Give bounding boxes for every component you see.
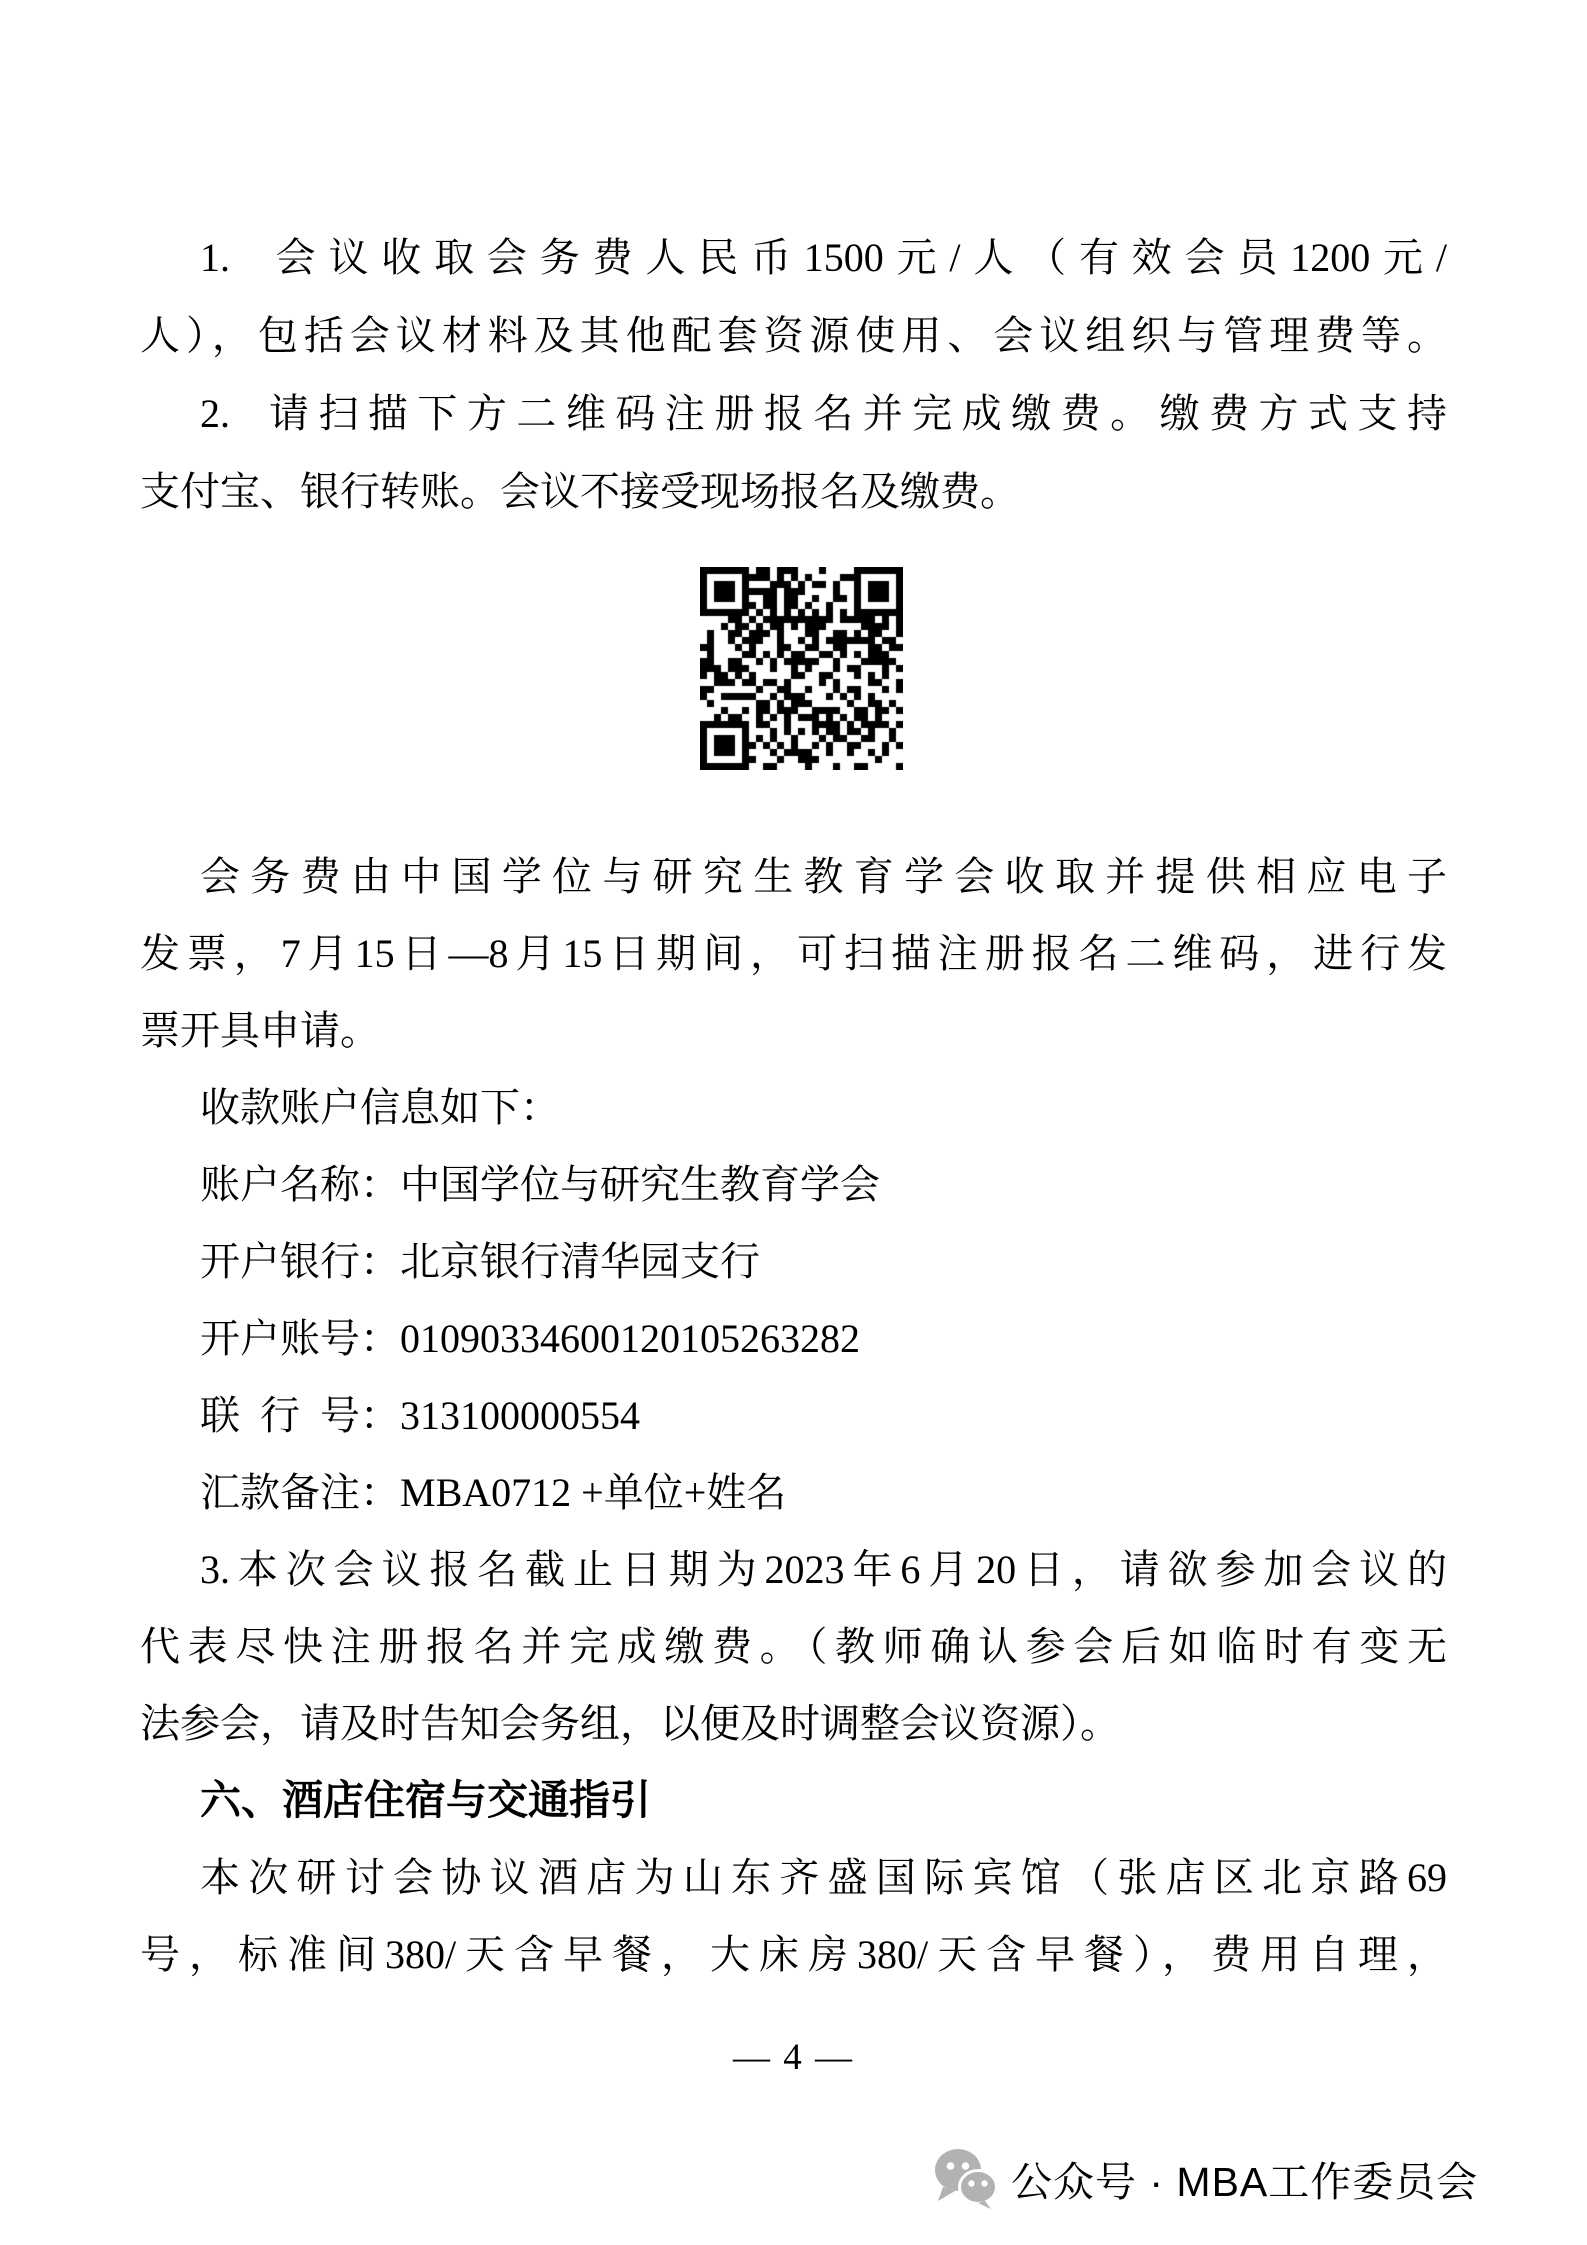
document-body-main — [140, 838, 1447, 1993]
watermark-text: 公众号 · MBA工作委员会 — [1011, 2158, 1479, 2205]
page-number: — 4 — — [733, 2037, 854, 2078]
text-line: 号，标准间380/天含早餐，大床房380/天含早餐），费用自理， — [140, 1932, 1447, 1977]
text-line: 联 行 号：313100000554 — [200, 1393, 640, 1438]
text-line: 3.本次会议报名截止日期为2023年6月20日，请欲参加会议的 — [200, 1547, 1447, 1592]
document-body-top — [140, 219, 1447, 531]
text-line: 收款账户信息如下： — [200, 1085, 560, 1130]
text-line: 账户名称：中国学位与研究生教育学会 — [200, 1162, 880, 1207]
text-line: 会务费由中国学位与研究生教育学会收取并提供相应电子 — [200, 854, 1447, 899]
text-line: 本次研讨会协议酒店为山东齐盛国际宾馆（张店区北京路69 — [200, 1855, 1447, 1900]
text-line: 支付宝、银行转账。会议不接受现场报名及缴费。 — [140, 469, 1020, 514]
text-line: 代表尽快注册报名并完成缴费。（教师确认参会后如临时有变无 — [140, 1624, 1447, 1669]
text-line: 票开具申请。 — [140, 1008, 380, 1053]
section-heading: 六、酒店住宿与交通指引 — [200, 1777, 651, 1823]
text-line: 开户银行：北京银行清华园支行 — [200, 1239, 760, 1284]
registration-payment-qr-code — [700, 567, 903, 770]
text-line: 法参会，请及时告知会务组，以便及时调整会议资源）。 — [140, 1701, 1120, 1746]
text-line: 2. 请扫描下方二维码注册报名并完成缴费。缴费方式支持 — [200, 391, 1447, 436]
text-line: 发票，7月15日—8月15日期间，可扫描注册报名二维码，进行发 — [140, 931, 1447, 976]
wechat-icon — [933, 2147, 999, 2209]
watermark — [933, 2144, 1478, 2212]
text-line: 1. 会议收取会务费人民币1500元/人（有效会员1200元/ — [200, 235, 1447, 280]
text-line: 开户账号：01090334600120105263282 — [200, 1316, 860, 1361]
text-line: 汇款备注：MBA0712 +单位+姓名 — [200, 1470, 787, 1515]
text-line: 人），包括会议材料及其他配套资源使用、会议组织与管理费等。 — [140, 313, 1447, 358]
